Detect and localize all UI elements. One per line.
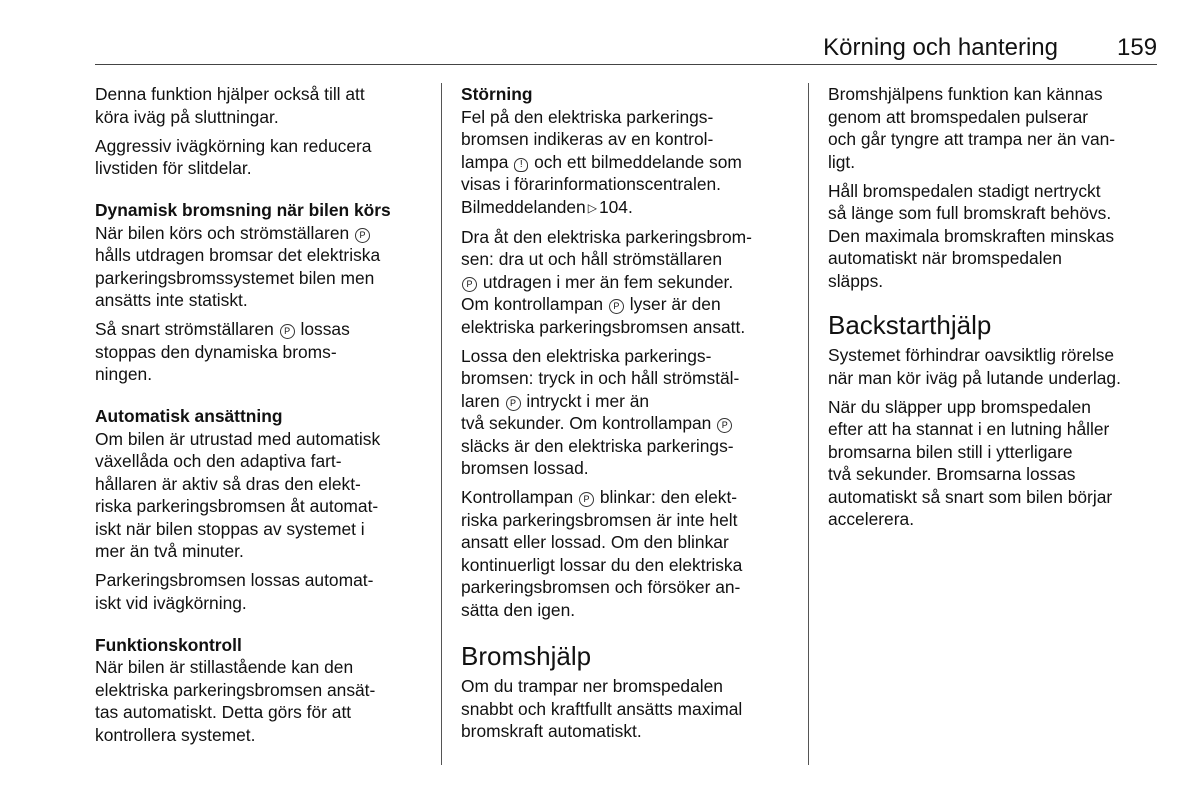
paragraph [828, 344, 1158, 389]
parking-switch-icon: P [717, 418, 732, 433]
text-span: Så snart strömställaren [95, 319, 274, 339]
text-span: två sekunder. Om kontrollampan [461, 413, 712, 433]
text-span: laren [461, 390, 500, 411]
text-line: tas automatiskt. Detta görs för att [95, 702, 352, 722]
text-line: visas i förarinformationscentralen. [461, 174, 722, 194]
text-line: Lossa den elektriska parkerings- [461, 345, 712, 366]
text-line: Denna funktion hjälper också till att [95, 84, 365, 104]
text-span: lossas [300, 319, 350, 339]
text-span: 104. [598, 196, 633, 217]
text-line: Dra åt den elektriska parkeringsbrom- [461, 226, 752, 247]
paragraph [95, 83, 425, 128]
text-line: riska parkeringsbromsen är inte helt [461, 509, 738, 530]
page-header-title: Körning och hantering [823, 34, 1058, 61]
paragraph [95, 656, 425, 746]
text-line: och går tyngre att trampa ner än van- [828, 129, 1116, 149]
text-line: Bromshjälpens funktion kan kännas [828, 84, 1103, 104]
text-line: snabbt och kraftfullt ansätts maximal [461, 698, 743, 719]
text-line [95, 222, 425, 245]
text-span: utdragen i mer än fem sekunder. [482, 271, 734, 292]
parking-switch-icon: P [280, 324, 295, 339]
text-line: Den maximala bromskraften minskas [828, 225, 1115, 246]
text-line: iskt vid ivägkörning. [95, 592, 247, 613]
text-line: efter att ha stannat i en lutning håller [828, 419, 1110, 439]
text-span: Bilmeddelanden [461, 196, 586, 217]
text-line: sen: dra ut och håll strömställaren [461, 249, 722, 269]
text-line [461, 486, 791, 509]
text-line: bromsen lossad. [461, 458, 589, 478]
paragraph [828, 83, 1158, 173]
text-line [461, 390, 791, 413]
column-divider-2 [808, 83, 809, 765]
text-line: accelerera. [828, 509, 915, 529]
text-line: köra iväg på sluttningar. [95, 106, 279, 127]
text-line [461, 271, 791, 294]
text-line: bromsen: tryck in och håll strömstäl- [461, 368, 740, 388]
text-line: hållaren är aktiv så dras den elekt- [95, 473, 361, 494]
text-line: kontinuerligt lossar du den elektriska [461, 554, 743, 575]
column-2 [461, 83, 791, 749]
parking-switch-icon: P [579, 492, 594, 507]
page-reference-arrow-icon: ▷ [587, 200, 597, 215]
paragraph [95, 428, 425, 563]
text-line: parkeringsbromssystemet bilen men [95, 267, 375, 288]
text-line: bromsarna bilen still i ytterligare [828, 441, 1073, 462]
text-line: bromskraft automatiskt. [461, 721, 642, 741]
paragraph [461, 675, 791, 743]
parking-switch-icon: P [355, 228, 370, 243]
text-span: Om kontrollampan [461, 294, 604, 314]
text-line: automatiskt så snart som bilen börjar [828, 486, 1113, 507]
column-1 [95, 83, 425, 753]
paragraph [828, 396, 1158, 531]
text-line: elektriska parkeringsbromsen ansatt. [461, 316, 746, 337]
text-line: när man kör iväg på lutande underlag. [828, 367, 1121, 388]
text-line: Om du trampar ner bromspedalen [461, 676, 723, 696]
paragraph [95, 318, 425, 386]
text-line: Systemet förhindrar oavsiktlig rörelse [828, 345, 1115, 365]
text-span: blinkar: den elekt- [599, 487, 738, 507]
paragraph [95, 569, 425, 614]
text-line [461, 151, 791, 174]
text-line: växellåda och den adaptiva fart- [95, 451, 342, 471]
text-line: riska parkeringsbromsen åt automat- [95, 496, 379, 516]
parking-switch-icon: P [506, 396, 521, 411]
text-line: Fel på den elektriska parkerings- [461, 106, 714, 127]
heading-brake-assist: Bromshjälp [461, 641, 592, 671]
paragraph [461, 226, 791, 339]
subheading-function-check: Funktionskontroll [95, 634, 242, 655]
text-line: två sekunder. Bromsarna lossas [828, 464, 1076, 484]
text-line: parkeringsbromsen och försöker an- [461, 577, 741, 597]
text-line: Aggressiv ivägkörning kan reducera [95, 135, 372, 156]
text-span: lyser är den [629, 294, 721, 314]
paragraph [95, 222, 425, 312]
text-line: Om bilen är utrustad med automatisk [95, 428, 381, 449]
paragraph [461, 106, 791, 220]
text-line [461, 412, 791, 435]
text-line: Parkeringsbromsen lossas automat- [95, 570, 374, 590]
paragraph [828, 180, 1158, 293]
text-line: livstiden för slitdelar. [95, 158, 252, 178]
paragraph [461, 486, 791, 621]
text-line: hålls utdragen bromsar det elektriska [95, 245, 381, 265]
text-line: ansatt eller lossad. Om den blinkar [461, 532, 729, 552]
heading-hill-start-assist: Backstarthjälp [828, 310, 992, 340]
text-line [95, 318, 425, 341]
parking-switch-icon: P [462, 277, 477, 292]
subheading-dynamic-braking: Dynamisk bromsning när bilen körs [95, 200, 391, 220]
column-divider-1 [441, 83, 442, 765]
text-span: intryckt i mer än [526, 390, 650, 411]
text-line: ningen. [95, 364, 153, 384]
subheading-fault: Störning [461, 84, 533, 104]
text-line: sätta den igen. [461, 599, 576, 620]
paragraph [461, 345, 791, 480]
text-line: automatiskt när bromspedalen [828, 248, 1062, 268]
text-span: lampa [461, 151, 509, 172]
text-line: ligt. [828, 151, 856, 172]
text-line [461, 196, 791, 220]
text-line [461, 293, 791, 316]
text-line: mer än två minuter. [95, 541, 244, 561]
text-line: släpps. [828, 270, 884, 291]
page-number: 159 [1117, 34, 1158, 61]
text-line: genom att bromspedalen pulserar [828, 106, 1089, 127]
text-line: ansätts inte statiskt. [95, 290, 248, 310]
column-3 [828, 83, 1158, 537]
text-line: så länge som full bromskraft behövs. [828, 203, 1112, 223]
text-span: och ett bilmeddelande som [534, 151, 742, 172]
text-line: iskt när bilen stoppas av systemet i [95, 518, 365, 539]
text-line: När bilen är stillastående kan den [95, 657, 354, 677]
text-line: stoppas den dynamiska broms- [95, 341, 337, 362]
text-line: bromsen indikeras av en kontrol- [461, 129, 714, 149]
text-span: Kontrollampan [461, 487, 574, 507]
brake-warning-lamp-icon: ! [514, 158, 528, 172]
paragraph [95, 135, 425, 180]
text-line: När du släpper upp bromspedalen [828, 396, 1091, 417]
text-line: Håll bromspedalen stadigt nertryckt [828, 180, 1101, 201]
subheading-automatic-apply: Automatisk ansättning [95, 406, 283, 426]
text-line: släcks är den elektriska parkerings- [461, 435, 734, 456]
text-span: När bilen körs och strömställaren [95, 222, 350, 243]
text-line: elektriska parkeringsbromsen ansät- [95, 679, 376, 700]
text-line: kontrollera systemet. [95, 724, 256, 745]
header-rule [95, 64, 1157, 65]
parking-switch-icon: P [609, 299, 624, 314]
